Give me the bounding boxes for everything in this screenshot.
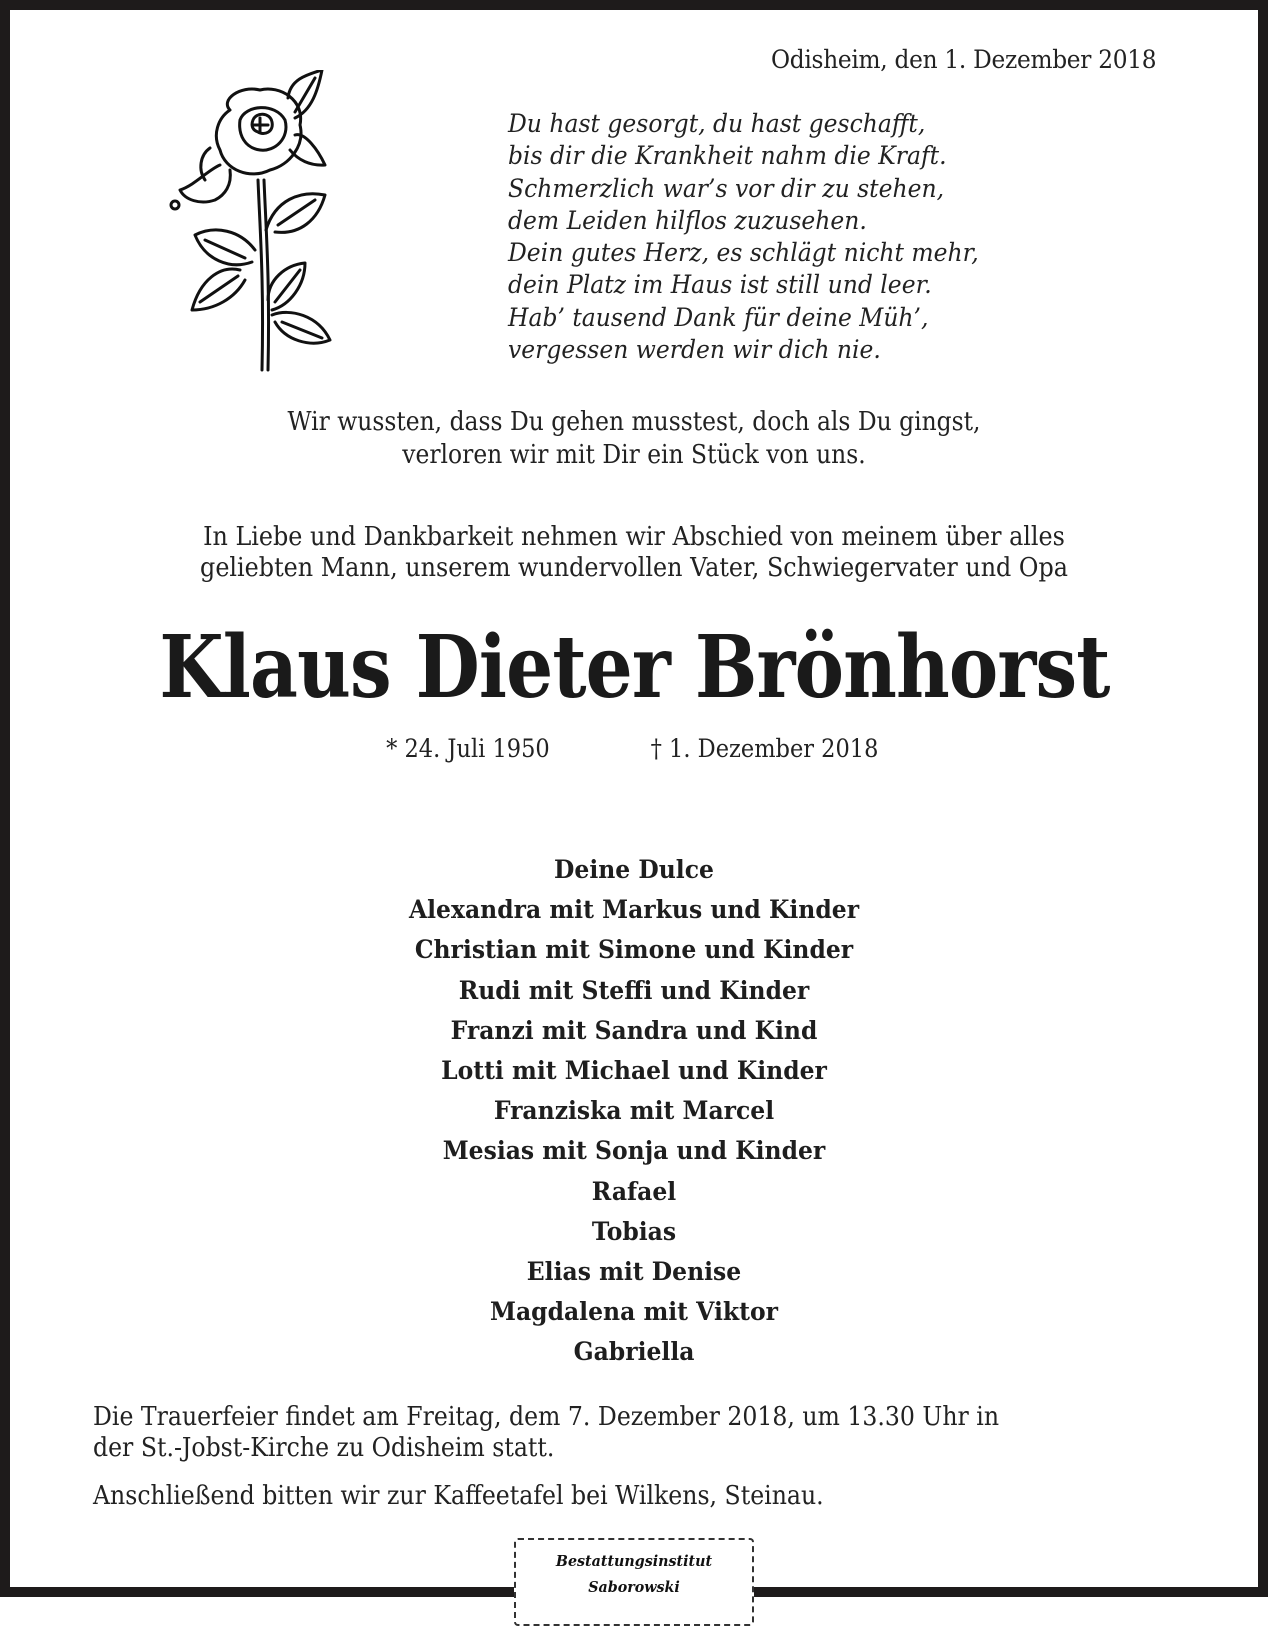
- mourner: Franzi mit Sandra und Kind: [450, 1015, 818, 1046]
- poem-line: Du hast gesorgt, du hast geschafft,: [508, 109, 926, 139]
- poem: [508, 108, 979, 366]
- funeral-home-logo: [514, 1538, 754, 1626]
- reception-info: Anschließend bitten wir zur Kaffeetafel bei Wilkens, Steinau.: [93, 1480, 824, 1511]
- deceased-name: [0, 617, 1268, 718]
- quote-line: Wir wussten, dass Du gehen musstest, doch als Du gingst,: [287, 407, 981, 437]
- mourner: Rudi mit Steffi und Kinder: [458, 975, 810, 1006]
- death-date: † 1. Dezember 2018: [651, 734, 879, 763]
- mourner: Tobias: [591, 1216, 677, 1247]
- ceremony-line: Die Trauerfeier findet am Freitag, dem 7. Dezember 2018, um 13.30 Uhr in: [93, 1401, 1000, 1432]
- mourner: Rafael: [591, 1176, 677, 1207]
- intro-line: In Liebe und Dankbarkeit nehmen wir Abschied von meinem über alles: [203, 521, 1065, 552]
- poem-line: Schmerzlich war’s vor dir zu stehen,: [508, 173, 945, 204]
- poem-line: Dein gutes Herz, es schlägt nicht mehr,: [508, 238, 979, 269]
- mourner: Lotti mit Michael und Kinder: [441, 1056, 827, 1087]
- mourner: Elias mit Denise: [526, 1257, 742, 1288]
- mourner: Franziska mit Marcel: [493, 1096, 775, 1127]
- mourner: Alexandra mit Markus und Kinder: [408, 895, 860, 926]
- mourner: Mesias mit Sonja und Kinder: [442, 1136, 826, 1167]
- poem-line: bis dir die Krankheit nahm die Kraft.: [508, 141, 947, 172]
- mourners-list: [0, 850, 1268, 1373]
- birth-date: * 24. Juli 1950: [385, 734, 550, 763]
- place-date: Odisheim, den 1. Dezember 2018: [770, 45, 1156, 74]
- mourner: Deine Dulce: [554, 855, 714, 885]
- poem-line: dem Leiden hilflos zuzusehen.: [508, 205, 867, 236]
- intro-text: [0, 521, 1268, 583]
- deceased-name-text: Klaus Dieter Brönhorst: [158, 617, 1110, 718]
- funeral-home-line2: Saborowski: [588, 1578, 680, 1596]
- poem-line: dein Platz im Haus ist still und leer.: [508, 270, 932, 301]
- poem-line: Hab’ tausend Dank für deine Müh’,: [508, 302, 929, 333]
- mourner: Magdalena mit Viktor: [490, 1297, 778, 1328]
- ceremony-info: [93, 1401, 1243, 1511]
- intro-line: geliebten Mann, unserem wundervollen Vater, Schwiegervater und Opa: [200, 552, 1068, 583]
- funeral-home-line1: Bestattungsinstitut: [555, 1552, 713, 1570]
- mourner: Gabriella: [573, 1337, 695, 1368]
- quote-line: verloren wir mit Dir ein Stück von uns.: [402, 440, 866, 470]
- quote: [0, 406, 1268, 472]
- life-dates: [0, 734, 1268, 764]
- mourner: Christian mit Simone und Kinder: [414, 935, 854, 966]
- ceremony-line: der St.-Jobst-Kirche zu Odisheim statt.: [93, 1432, 555, 1463]
- poem-line: vergessen werden wir dich nie.: [508, 335, 881, 366]
- rose-icon: [160, 70, 340, 380]
